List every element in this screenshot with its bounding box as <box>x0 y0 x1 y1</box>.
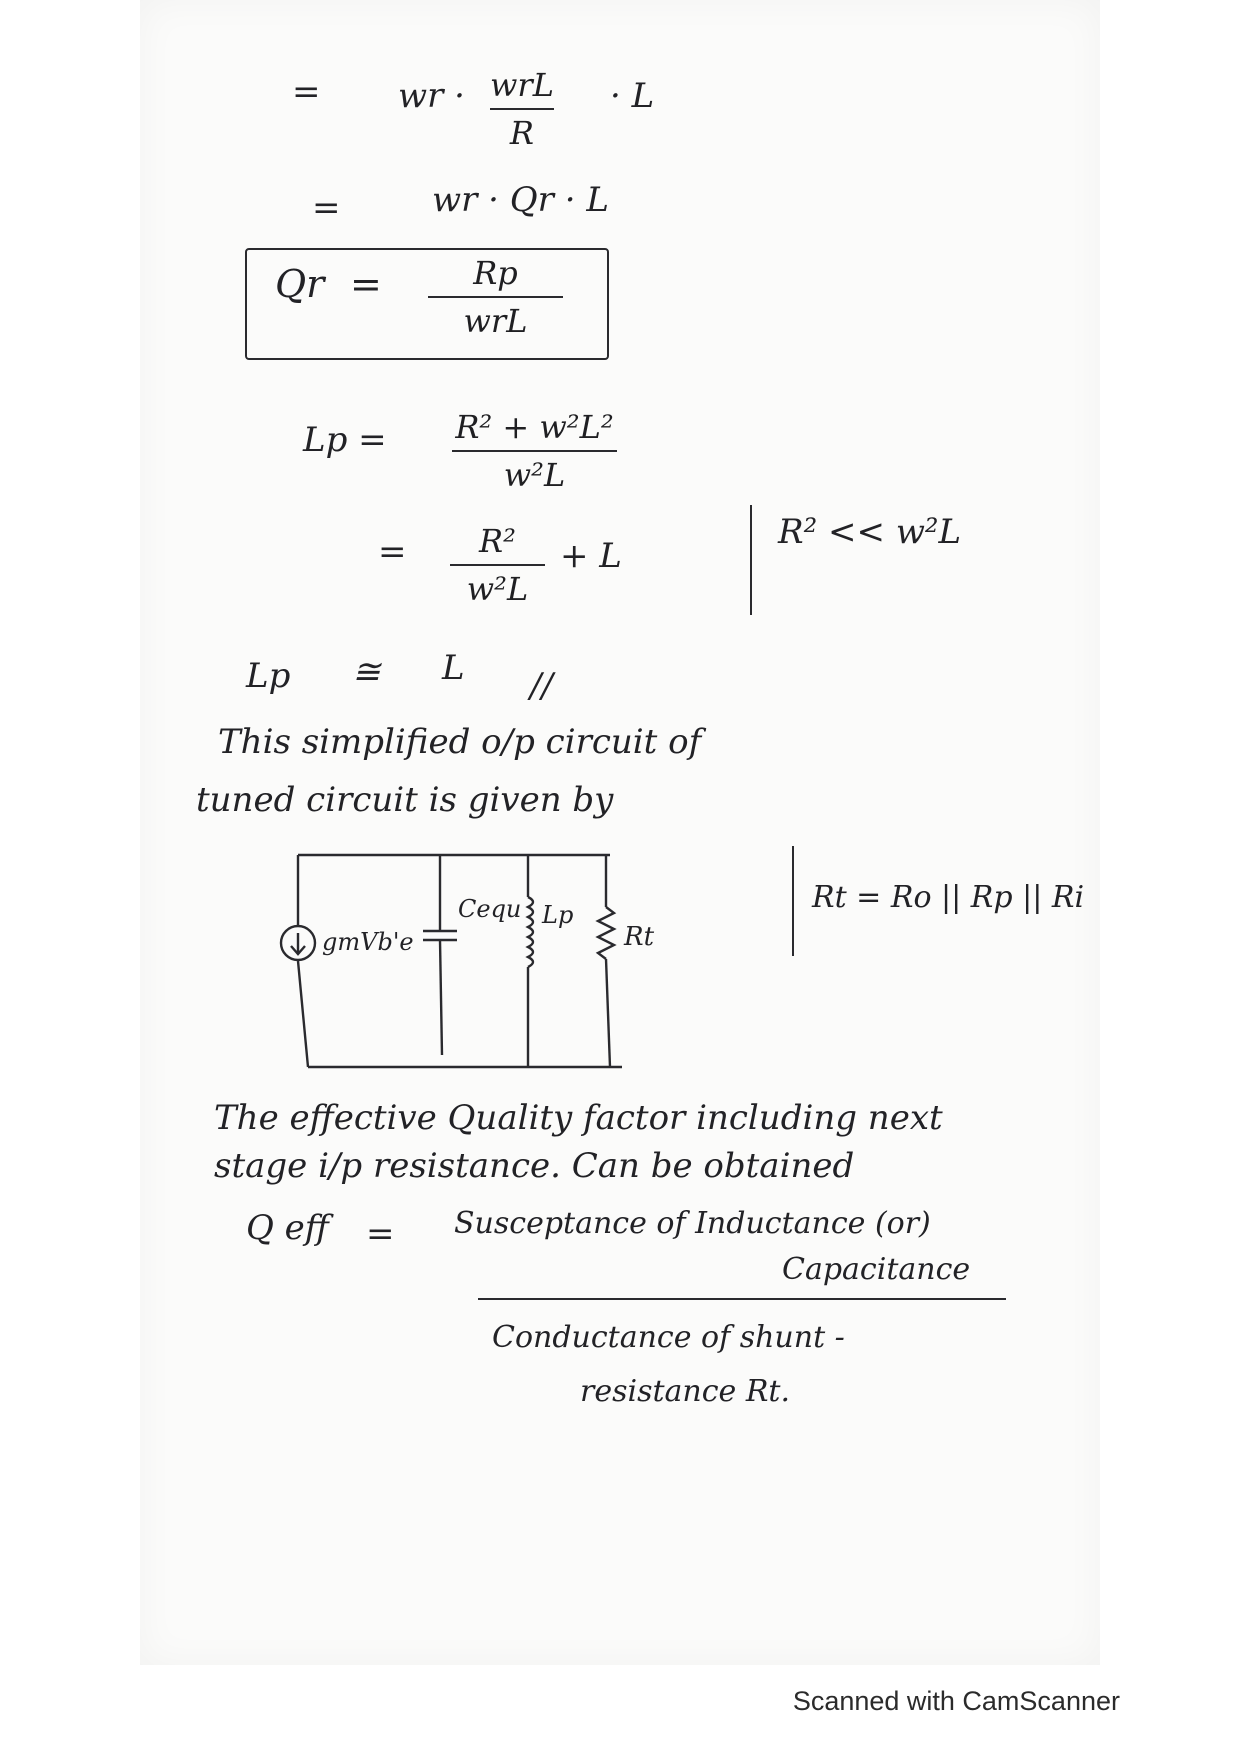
condition-divider <box>750 505 752 615</box>
qeff-fraction-bar <box>478 1298 1006 1300</box>
lp2-fraction <box>450 522 545 608</box>
eq1-term2: · L <box>610 76 655 116</box>
eq2-equals: = <box>312 188 341 228</box>
lp2-equals: = <box>378 532 407 572</box>
sentence1-line1: This simplified o/p circuit of <box>218 722 702 762</box>
qr-denominator: wrL <box>463 302 528 340</box>
qr-equals: = <box>350 262 382 306</box>
lp3-rhs: L <box>442 648 465 688</box>
lp2-denominator: w²L <box>466 570 529 608</box>
condition-text: R² << w²L <box>778 512 962 552</box>
fraction-bar <box>452 450 617 452</box>
lp3-mark: // <box>530 666 553 706</box>
lp3-approx: ≅ <box>352 652 381 692</box>
sentence2-line1: The effective Quality factor including next <box>214 1098 943 1138</box>
eq1-term1: wr · <box>398 76 465 116</box>
eq1-numerator: wrL <box>490 66 554 104</box>
qeff-numerator-line2: Capacitance <box>782 1252 971 1287</box>
eq2-expr: wr · Qr · L <box>432 180 609 220</box>
fraction-bar <box>450 564 545 566</box>
lp1-denominator: w²L <box>503 456 566 494</box>
resistor-label: Rt <box>624 922 655 952</box>
sentence1-line2: tuned circuit is given by <box>196 780 614 820</box>
qeff-denominator-line1: Conductance of shunt - <box>492 1320 845 1355</box>
resistor-zigzag-icon <box>598 907 614 959</box>
lp1-numerator: R² + w²L² <box>455 408 614 446</box>
inductor-label: Lp <box>542 901 574 929</box>
rt-divider <box>792 846 794 956</box>
qr-numerator: Rp <box>473 254 518 292</box>
lp1-lhs: Lp = <box>303 420 387 460</box>
tuned-output-circuit <box>270 845 670 1085</box>
source-label: gmVb'e <box>322 928 414 956</box>
fraction-bar <box>490 108 554 110</box>
eq1-equals: = <box>292 72 321 112</box>
lp2-tail: + L <box>560 536 622 576</box>
qr-fraction <box>428 254 563 340</box>
qeff-equals: = <box>366 1214 395 1254</box>
sentence2-line2: stage i/p resistance. Can be obtained <box>214 1146 855 1186</box>
inductor-coil-icon <box>528 897 533 967</box>
scanner-watermark: Scanned with CamScanner <box>792 1686 1120 1716</box>
lp1-fraction <box>452 408 617 494</box>
fraction-bar <box>428 296 563 298</box>
qr-lhs: Qr <box>275 262 325 306</box>
eq1-fraction <box>490 66 554 152</box>
lp3-lhs: Lp <box>246 656 291 696</box>
qeff-denominator-line2: resistance Rt. <box>580 1374 791 1409</box>
rt-relation: Rt = Ro || Rp || Ri <box>812 880 1085 915</box>
qeff-numerator-line1: Susceptance of Inductance (or) <box>454 1206 931 1241</box>
qeff-lhs: Q eff <box>246 1208 329 1248</box>
eq1-denominator: R <box>509 114 535 152</box>
lp2-numerator: R² <box>479 522 516 560</box>
capacitor-label: Cequ <box>458 895 522 923</box>
